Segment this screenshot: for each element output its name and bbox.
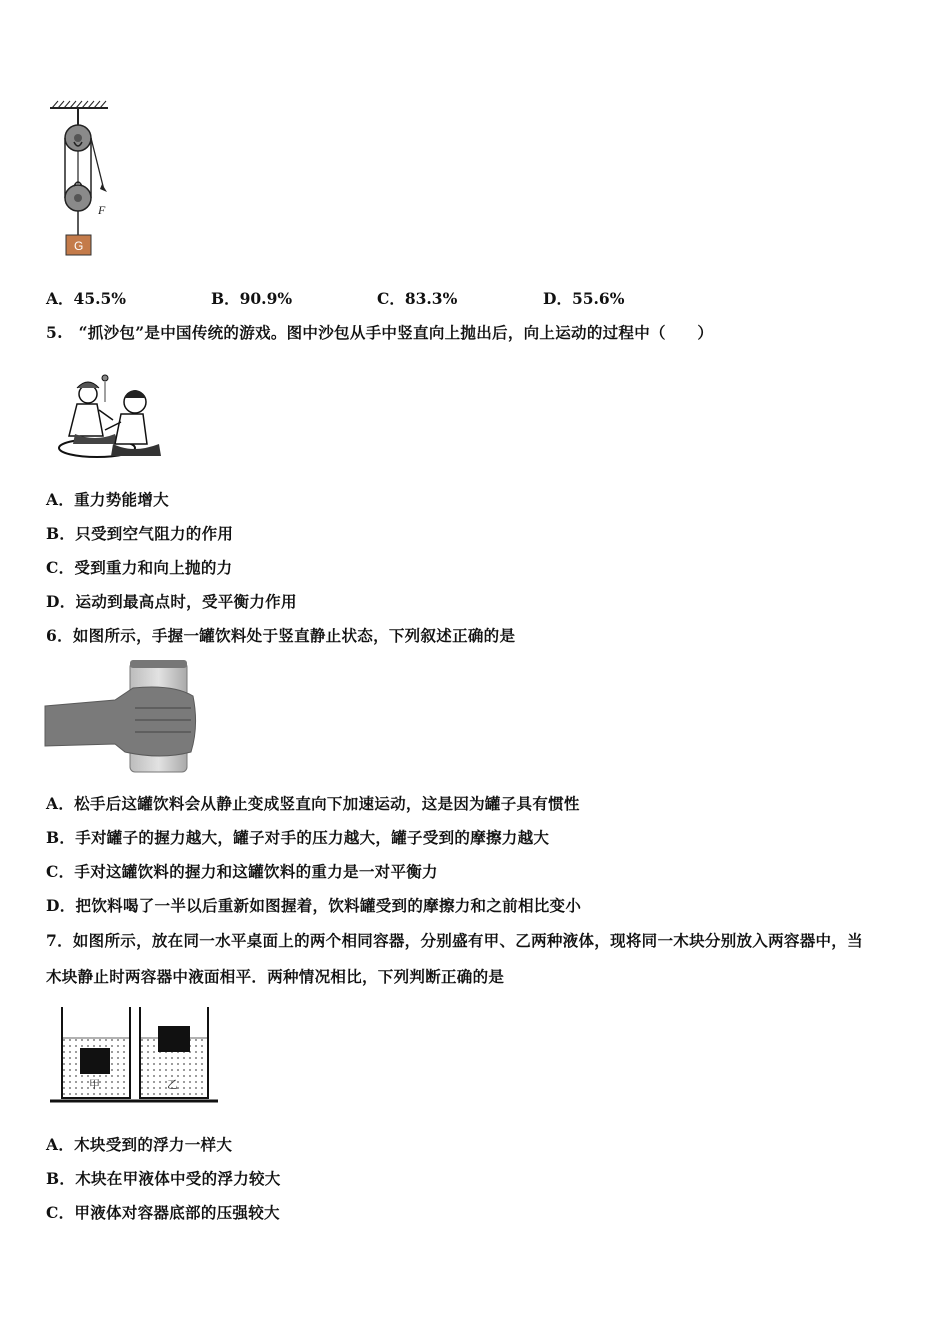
liquid-label-right: 乙 (167, 1078, 178, 1091)
pulley-figure (40, 98, 130, 260)
q7-stem-line1: 7．如图所示，放在同一水平桌面上的两个相同容器，分别盛有甲、乙两种液体，现将同一木块分别放入两容器中，当 (46, 931, 863, 950)
q4-option-c[interactable] (377, 287, 457, 309)
option-letter: B． (211, 289, 240, 308)
option-letter: D． (543, 289, 572, 308)
weight-label: G (74, 239, 84, 253)
option-letter: C． (377, 289, 405, 308)
q6-stem: 6．如图所示，手握一罐饮料处于竖直静止状态，下列叙述正确的是 (46, 626, 516, 645)
q6-option-d[interactable]: D．把饮料喝了一半以后重新如图握着，饮料罐受到的摩擦力和之前相比变小 (46, 896, 582, 915)
containers-figure (50, 1002, 230, 1110)
sandbag-game-figure (55, 372, 170, 464)
q4-option-a[interactable] (46, 287, 126, 309)
q5-stem: 5. “抓沙包”是中国传统的游戏。图中沙包从手中竖直向上抛出后，向上运动的过程中（ ） (46, 323, 714, 342)
liquid-label-left: 甲 (89, 1078, 100, 1091)
q7-option-c[interactable]: C．甲液体对容器底部的压强较大 (46, 1203, 280, 1222)
q6-option-b[interactable]: B．手对罐子的握力越大，罐子对手的压力越大，罐子受到的摩擦力越大 (46, 828, 550, 847)
option-text: 90.9% (239, 289, 293, 308)
q6-option-a[interactable]: A．松手后这罐饮料会从静止变成竖直向下加速运动，这是因为罐子具有惯性 (46, 794, 580, 813)
option-text: 45.5% (73, 289, 127, 308)
force-label: F (98, 203, 106, 217)
option-letter: A． (46, 289, 74, 308)
hand-holding-can-figure (43, 656, 213, 776)
q7-option-a[interactable]: A．木块受到的浮力一样大 (46, 1135, 233, 1154)
q7-stem-line2: 木块静止时两容器中液面相平．两种情况相比，下列判断正确的是 (46, 967, 505, 986)
option-text: 55.6% (571, 289, 625, 308)
q5-option-a[interactable]: A．重力势能增大 (46, 490, 169, 509)
q4-option-d[interactable] (543, 287, 624, 309)
q4-option-b[interactable] (211, 287, 292, 309)
q5-option-d[interactable]: D．运动到最高点时，受平衡力作用 (46, 592, 297, 611)
q7-option-b[interactable]: B．木块在甲液体中受的浮力较大 (46, 1169, 281, 1188)
q6-option-c[interactable]: C．手对这罐饮料的握力和这罐饮料的重力是一对平衡力 (46, 862, 438, 881)
option-text: 83.3% (404, 289, 458, 308)
q5-option-c[interactable]: C．受到重力和向上抛的力 (46, 558, 233, 577)
q5-option-b[interactable]: B．只受到空气阻力的作用 (46, 524, 234, 543)
